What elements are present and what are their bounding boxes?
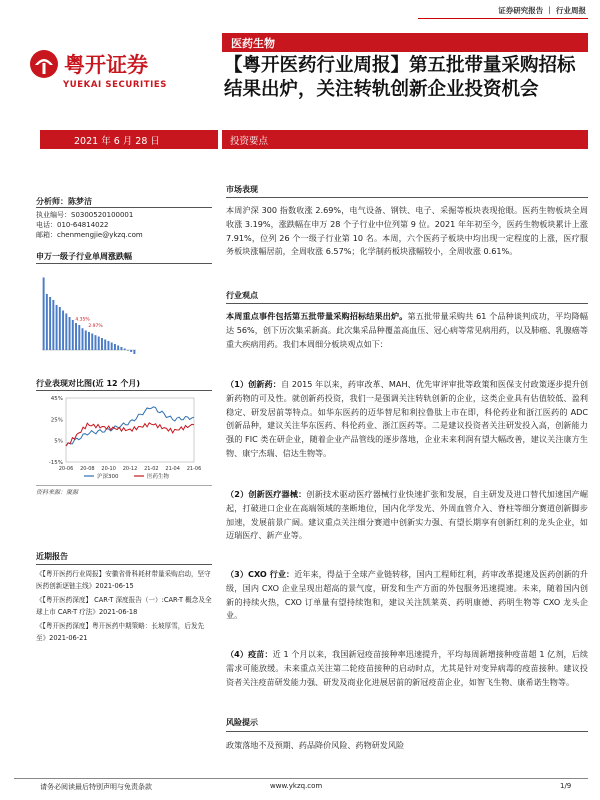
bar-chart-bar <box>52 300 54 350</box>
key-points-bar: 投资要点 <box>222 130 588 149</box>
line-chart-series-line <box>66 423 194 446</box>
footer-rule <box>14 778 588 779</box>
view-cxo <box>226 568 588 623</box>
bar-chart-bar <box>117 346 119 351</box>
bar-chart-bar <box>72 320 74 350</box>
report-title: 【粤开医药行业周报】第五批带量采购招标结果出炉，关注转轨创新企业投资机会 <box>224 55 576 100</box>
view-medical-devices-text: 创新技术驱动医疗器械行业快速扩张和发展，自主研发及进口替代加速国产崛起，打破进口企业在高端领域的垄断地位，国内化学发光、外周血管介入、脊柱等细分赛道创新脚步加速，发展前景广阔。建议重点关注细分赛道中创新实力强、有望长期享有创新红利的龙头企业，如迈瑞医疗、新产业等。 <box>226 489 588 541</box>
bar-chart-bar <box>114 344 116 350</box>
bar-chart-bar <box>101 338 103 350</box>
bar-chart-bar <box>88 332 90 350</box>
line-chart-legend-label: 沪深300 <box>97 474 119 480</box>
line-chart <box>36 392 212 484</box>
view-innovative-drugs-label: （1）创新药： <box>226 379 281 389</box>
views-intro-bold: 本周重点事件包括第五批带量采购招标结果出炉。 <box>226 311 408 321</box>
bar-chart-bar <box>133 350 135 354</box>
sector-bar: 医药生物 <box>222 33 588 52</box>
bar-chart-bar <box>62 311 64 351</box>
line-chart-y-tick: 25% <box>50 417 63 424</box>
bar-chart-bar <box>127 350 129 351</box>
bar-chart-bar <box>120 347 122 350</box>
bar-chart-bar <box>56 305 58 350</box>
line-chart-y-tick: 45% <box>50 396 63 402</box>
bar-chart-bar <box>124 349 126 351</box>
bar-chart-bar <box>111 343 113 351</box>
views-heading: 行业观点 <box>226 291 258 300</box>
view-innovative-drugs-text: 自 2015 年以来，药审改革、MAH、优先审评审批等政策和医保支付政策逐步提升创新药物的可及性。就创新药投资，我们一是强调关注转轨创新的企业，这类企业具有估值较低、盈利稳定、研发居前等特点。如华东医药的迈华替尼和利拉鲁肽上市在即，科伦药业和浙江医药的 ADC 创新品种，建议关注华东医药、科伦药业、浙江医药等。二是建议投资者关注研发投入高，创新能力强的 FIC 类在研企业，随着企业产品管线的逐步落地，企业未来利润有望大幅改善，建议关注康方生物、康宁杰瑞、信达生物等。 <box>226 379 588 458</box>
report-date: 2021 年 6 月 28 日 <box>40 130 218 149</box>
line-chart-y-tick: -15% <box>48 460 63 466</box>
bar-chart <box>36 266 206 366</box>
bar-chart-bar <box>95 335 97 350</box>
market-heading: 市场表现 <box>226 185 258 194</box>
risk-text: 政策落地不及预期、药品降价风险、药物研发风险 <box>226 740 405 750</box>
view-vaccines-label: （4）疫苗： <box>226 649 273 659</box>
view-innovative-drugs <box>226 378 588 461</box>
line-chart-x-tick: 20-08 <box>80 466 95 472</box>
view-medical-devices <box>226 488 588 543</box>
footer-disclaimer[interactable]: 请务必阅读最后特别声明与免责条款 <box>40 783 152 791</box>
line-chart-x-tick: 21-06 <box>186 466 202 472</box>
bar-chart-bar <box>98 337 100 351</box>
bar-chart-bar <box>104 340 106 351</box>
header-rule <box>418 18 588 19</box>
recent-report-item[interactable]: 《【粤开医药行业周报】安徽省骨科耗材带量采购启动，坚守医药创新逐链主线》2021-06-15 <box>36 570 211 590</box>
footer-page-number: 1/9 <box>560 782 572 790</box>
bar-chart-bar <box>46 294 48 350</box>
analyst-info <box>36 210 212 240</box>
line-chart-bottom-rule <box>36 485 212 486</box>
line-chart-source: 资料来源：聚源 <box>36 489 79 496</box>
bar-chart-bar <box>69 317 71 350</box>
market-rule <box>226 197 588 198</box>
line-chart-x-tick: 21-04 <box>165 466 180 472</box>
brand-logo-mark-icon <box>28 48 208 98</box>
market-text: 本周沪深 300 指数收涨 2.69%，电气设备、钢铁、电子、采掘等板块表现抢眼。医药生物板块全周收涨 3.19%，涨跌幅在申万 28 个子行业中位列第 9 位。2021 年年初至今，医药生物板块累计上涨 7.91%，位列 26 个一级子行业第 10 名。本周，六个医药子板块中均出现一定程度的上涨，医疗服务板块涨幅居前，全周收涨 6.57%；化学制药板块涨幅较小，全周收涨 0.61%。 <box>226 205 588 257</box>
recent-report-item[interactable]: 《【粤开医药深度】粤开医药中期策略：长坡厚雪，后发先至》2021-06-21 <box>36 622 205 642</box>
bar-chart-rule <box>36 263 212 264</box>
bar-chart-bar <box>85 331 87 351</box>
brand-logo <box>28 48 208 98</box>
footer-website[interactable]: www.ykzq.com <box>270 782 323 790</box>
analyst-license: 执业编号：S0300520100001 <box>36 211 134 219</box>
view-cxo-text: 近年来，得益于全球产业链转移，国内工程师红利，药审改革提速及医药创新的升级，国内 CXO 企业呈现出超高的景气度，研发和生产方面的外包服务迅速提速。未来，随着国内创新的持续火热，CXO 订单量有望持续饱和，建议关注凯莱英、药明康德、药明生物等 CXO 龙头企业。 <box>226 569 588 621</box>
bar-chart-bar <box>78 325 80 350</box>
analyst-email[interactable]: 邮箱：chenmengjie@ykzq.com <box>36 231 143 239</box>
bar-chart-bar <box>107 341 109 350</box>
recent-reports-rule <box>36 564 212 565</box>
risk-rule <box>226 731 588 732</box>
line-chart-series-line <box>66 407 194 446</box>
line-chart-x-tick: 20-10 <box>101 466 116 472</box>
bar-chart-data-label: 4.35% <box>75 317 90 323</box>
analyst-heading: 分析师：陈梦洁 <box>36 197 92 206</box>
bar-chart-title: 申万一级子行业单周涨跌幅 <box>36 252 132 261</box>
views-intro <box>226 310 588 351</box>
bar-chart-bar <box>91 334 93 351</box>
recent-reports-heading: 近期报告 <box>36 552 68 561</box>
analyst-phone: 电话：010-64814022 <box>36 221 109 229</box>
line-chart-rule <box>36 390 212 391</box>
view-cxo-label: （3）CXO 行业： <box>226 569 295 579</box>
report-type-tag: 证券研究报告 ｜ 行业周报 <box>498 6 586 15</box>
views-rule <box>226 303 588 304</box>
bar-chart-bar <box>130 350 132 352</box>
bar-chart-bar <box>49 297 51 350</box>
line-chart-legend-label: 医药生物 <box>147 474 170 480</box>
line-chart-x-tick: 21-02 <box>144 466 159 472</box>
brand-en: YUEKAI SECURITIES <box>63 80 168 90</box>
view-vaccines-text: 近 1 个月以来，我国新冠疫苗接种率迅速提升，平均每周新增接种疫苗超 1 亿剂，后续需求可能放缓。未来重点关注第二轮疫苗接种的启动时点，尤其是针对变异病毒的疫苗接种。建议投资者关注疫苗研发能力强、研发及商业化进展居前的新冠疫苗企业，如智飞生物、康希诺生物等。 <box>226 649 588 687</box>
recent-reports-list <box>36 568 212 644</box>
bar-chart-data-label: 2.97% <box>88 324 103 330</box>
line-chart-y-tick: 5% <box>54 438 63 445</box>
line-chart-x-tick: 20-06 <box>58 466 74 472</box>
analyst-rule <box>36 207 212 208</box>
view-medical-devices-label: （2）创新医疗器械： <box>226 489 307 499</box>
bar-chart-bar <box>82 328 84 350</box>
brand-cn: 粤开证券 <box>64 53 148 77</box>
view-vaccines <box>226 648 588 689</box>
line-chart-x-tick: 20-12 <box>122 466 138 472</box>
bar-chart-bar <box>75 323 77 350</box>
risk-heading: 风险提示 <box>226 718 258 727</box>
bar-chart-bar <box>43 278 45 351</box>
bar-chart-bar <box>59 307 61 350</box>
recent-report-item[interactable]: 《【粤开医药深度】 CAR-T 深度报告（一）:CAR-T 概念及全球上市 CAR-T 疗法》2021-06-18 <box>36 596 212 616</box>
views-intro-rest: 第五批带量采购共 61 个品种谈判成功，平均降幅达 56%，创下历次集采新高。此次集采品种覆盖高血压、冠心病等常见病用药，以及肺癌、乳腺癌等重大疾病用药。我们本周细分板块观点如下： <box>226 311 588 349</box>
line-chart-title: 行业表现对比图(近 12 个月) <box>36 379 141 388</box>
bar-chart-bar <box>65 314 67 351</box>
